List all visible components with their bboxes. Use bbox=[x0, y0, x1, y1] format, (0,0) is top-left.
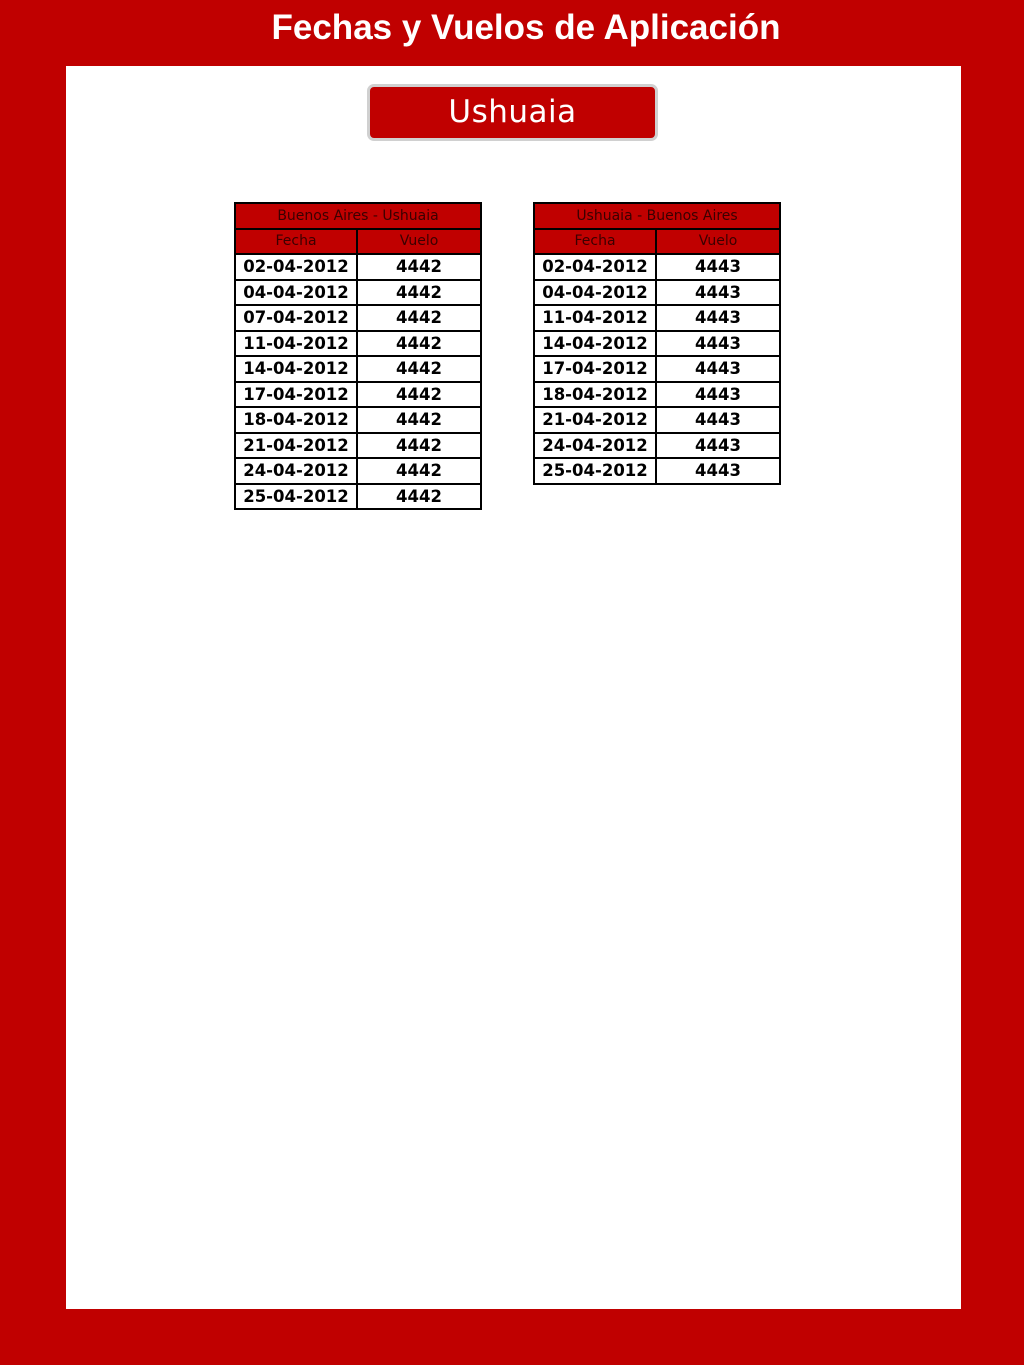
fecha-cell: 02-04-2012 bbox=[235, 254, 357, 280]
table-row bbox=[235, 407, 481, 433]
table-row bbox=[534, 458, 780, 484]
fecha-cell: 02-04-2012 bbox=[534, 254, 656, 280]
table-row bbox=[534, 356, 780, 382]
vuelo-cell: 4443 bbox=[656, 382, 780, 408]
table-row bbox=[235, 484, 481, 510]
fecha-cell: 24-04-2012 bbox=[235, 458, 357, 484]
vuelo-cell: 4442 bbox=[357, 356, 481, 382]
vuelo-cell: 4443 bbox=[656, 407, 780, 433]
vuelo-cell: 4443 bbox=[656, 458, 780, 484]
fecha-cell: 17-04-2012 bbox=[235, 382, 357, 408]
table-row bbox=[235, 356, 481, 382]
route-header-row bbox=[534, 203, 780, 229]
vuelo-cell: 4442 bbox=[357, 433, 481, 459]
table-row bbox=[235, 382, 481, 408]
fecha-cell: 18-04-2012 bbox=[235, 407, 357, 433]
table-row bbox=[534, 382, 780, 408]
fecha-cell: 21-04-2012 bbox=[235, 433, 357, 459]
table-row bbox=[235, 254, 481, 280]
fecha-cell: 25-04-2012 bbox=[235, 484, 357, 510]
content-panel bbox=[66, 66, 961, 1309]
flights-table-buenos-aires-ushuaia bbox=[234, 202, 482, 510]
route-header: Buenos Aires - Ushuaia bbox=[235, 203, 481, 229]
table-row bbox=[235, 433, 481, 459]
table-row bbox=[235, 305, 481, 331]
column-header-row bbox=[235, 229, 481, 255]
column-header-vuelo: Vuelo bbox=[357, 229, 481, 255]
column-header-fecha: Fecha bbox=[235, 229, 357, 255]
vuelo-cell: 4442 bbox=[357, 305, 481, 331]
fecha-cell: 17-04-2012 bbox=[534, 356, 656, 382]
fecha-cell: 25-04-2012 bbox=[534, 458, 656, 484]
vuelo-cell: 4443 bbox=[656, 254, 780, 280]
city-badge: Ushuaia bbox=[367, 84, 658, 141]
vuelo-cell: 4443 bbox=[656, 305, 780, 331]
vuelo-cell: 4443 bbox=[656, 433, 780, 459]
fecha-cell: 07-04-2012 bbox=[235, 305, 357, 331]
table-row bbox=[534, 407, 780, 433]
table-row bbox=[534, 254, 780, 280]
page-title: Fechas y Vuelos de Aplicación bbox=[271, 8, 781, 47]
vuelo-cell: 4443 bbox=[656, 356, 780, 382]
column-header-row bbox=[534, 229, 780, 255]
fecha-cell: 04-04-2012 bbox=[534, 280, 656, 306]
fecha-cell: 04-04-2012 bbox=[235, 280, 357, 306]
table-row bbox=[235, 280, 481, 306]
table-row bbox=[534, 305, 780, 331]
fecha-cell: 14-04-2012 bbox=[534, 331, 656, 357]
vuelo-cell: 4442 bbox=[357, 331, 481, 357]
fecha-cell: 21-04-2012 bbox=[534, 407, 656, 433]
vuelo-cell: 4442 bbox=[357, 458, 481, 484]
vuelo-cell: 4442 bbox=[357, 254, 481, 280]
route-header: Ushuaia - Buenos Aires bbox=[534, 203, 780, 229]
vuelo-cell: 4443 bbox=[656, 331, 780, 357]
column-header-vuelo: Vuelo bbox=[656, 229, 780, 255]
column-header-fecha: Fecha bbox=[534, 229, 656, 255]
vuelo-cell: 4442 bbox=[357, 382, 481, 408]
vuelo-cell: 4442 bbox=[357, 484, 481, 510]
vuelo-cell: 4442 bbox=[357, 280, 481, 306]
table-body bbox=[534, 254, 780, 484]
flights-table-ushuaia-buenos-aires bbox=[533, 202, 781, 485]
fecha-cell: 11-04-2012 bbox=[534, 305, 656, 331]
table-row bbox=[534, 433, 780, 459]
table-body bbox=[235, 254, 481, 509]
fecha-cell: 18-04-2012 bbox=[534, 382, 656, 408]
fecha-cell: 11-04-2012 bbox=[235, 331, 357, 357]
route-header-row bbox=[235, 203, 481, 229]
fecha-cell: 24-04-2012 bbox=[534, 433, 656, 459]
table-row bbox=[534, 331, 780, 357]
table-row bbox=[534, 280, 780, 306]
vuelo-cell: 4443 bbox=[656, 280, 780, 306]
table-row bbox=[235, 458, 481, 484]
vuelo-cell: 4442 bbox=[357, 407, 481, 433]
fecha-cell: 14-04-2012 bbox=[235, 356, 357, 382]
table-row bbox=[235, 331, 481, 357]
